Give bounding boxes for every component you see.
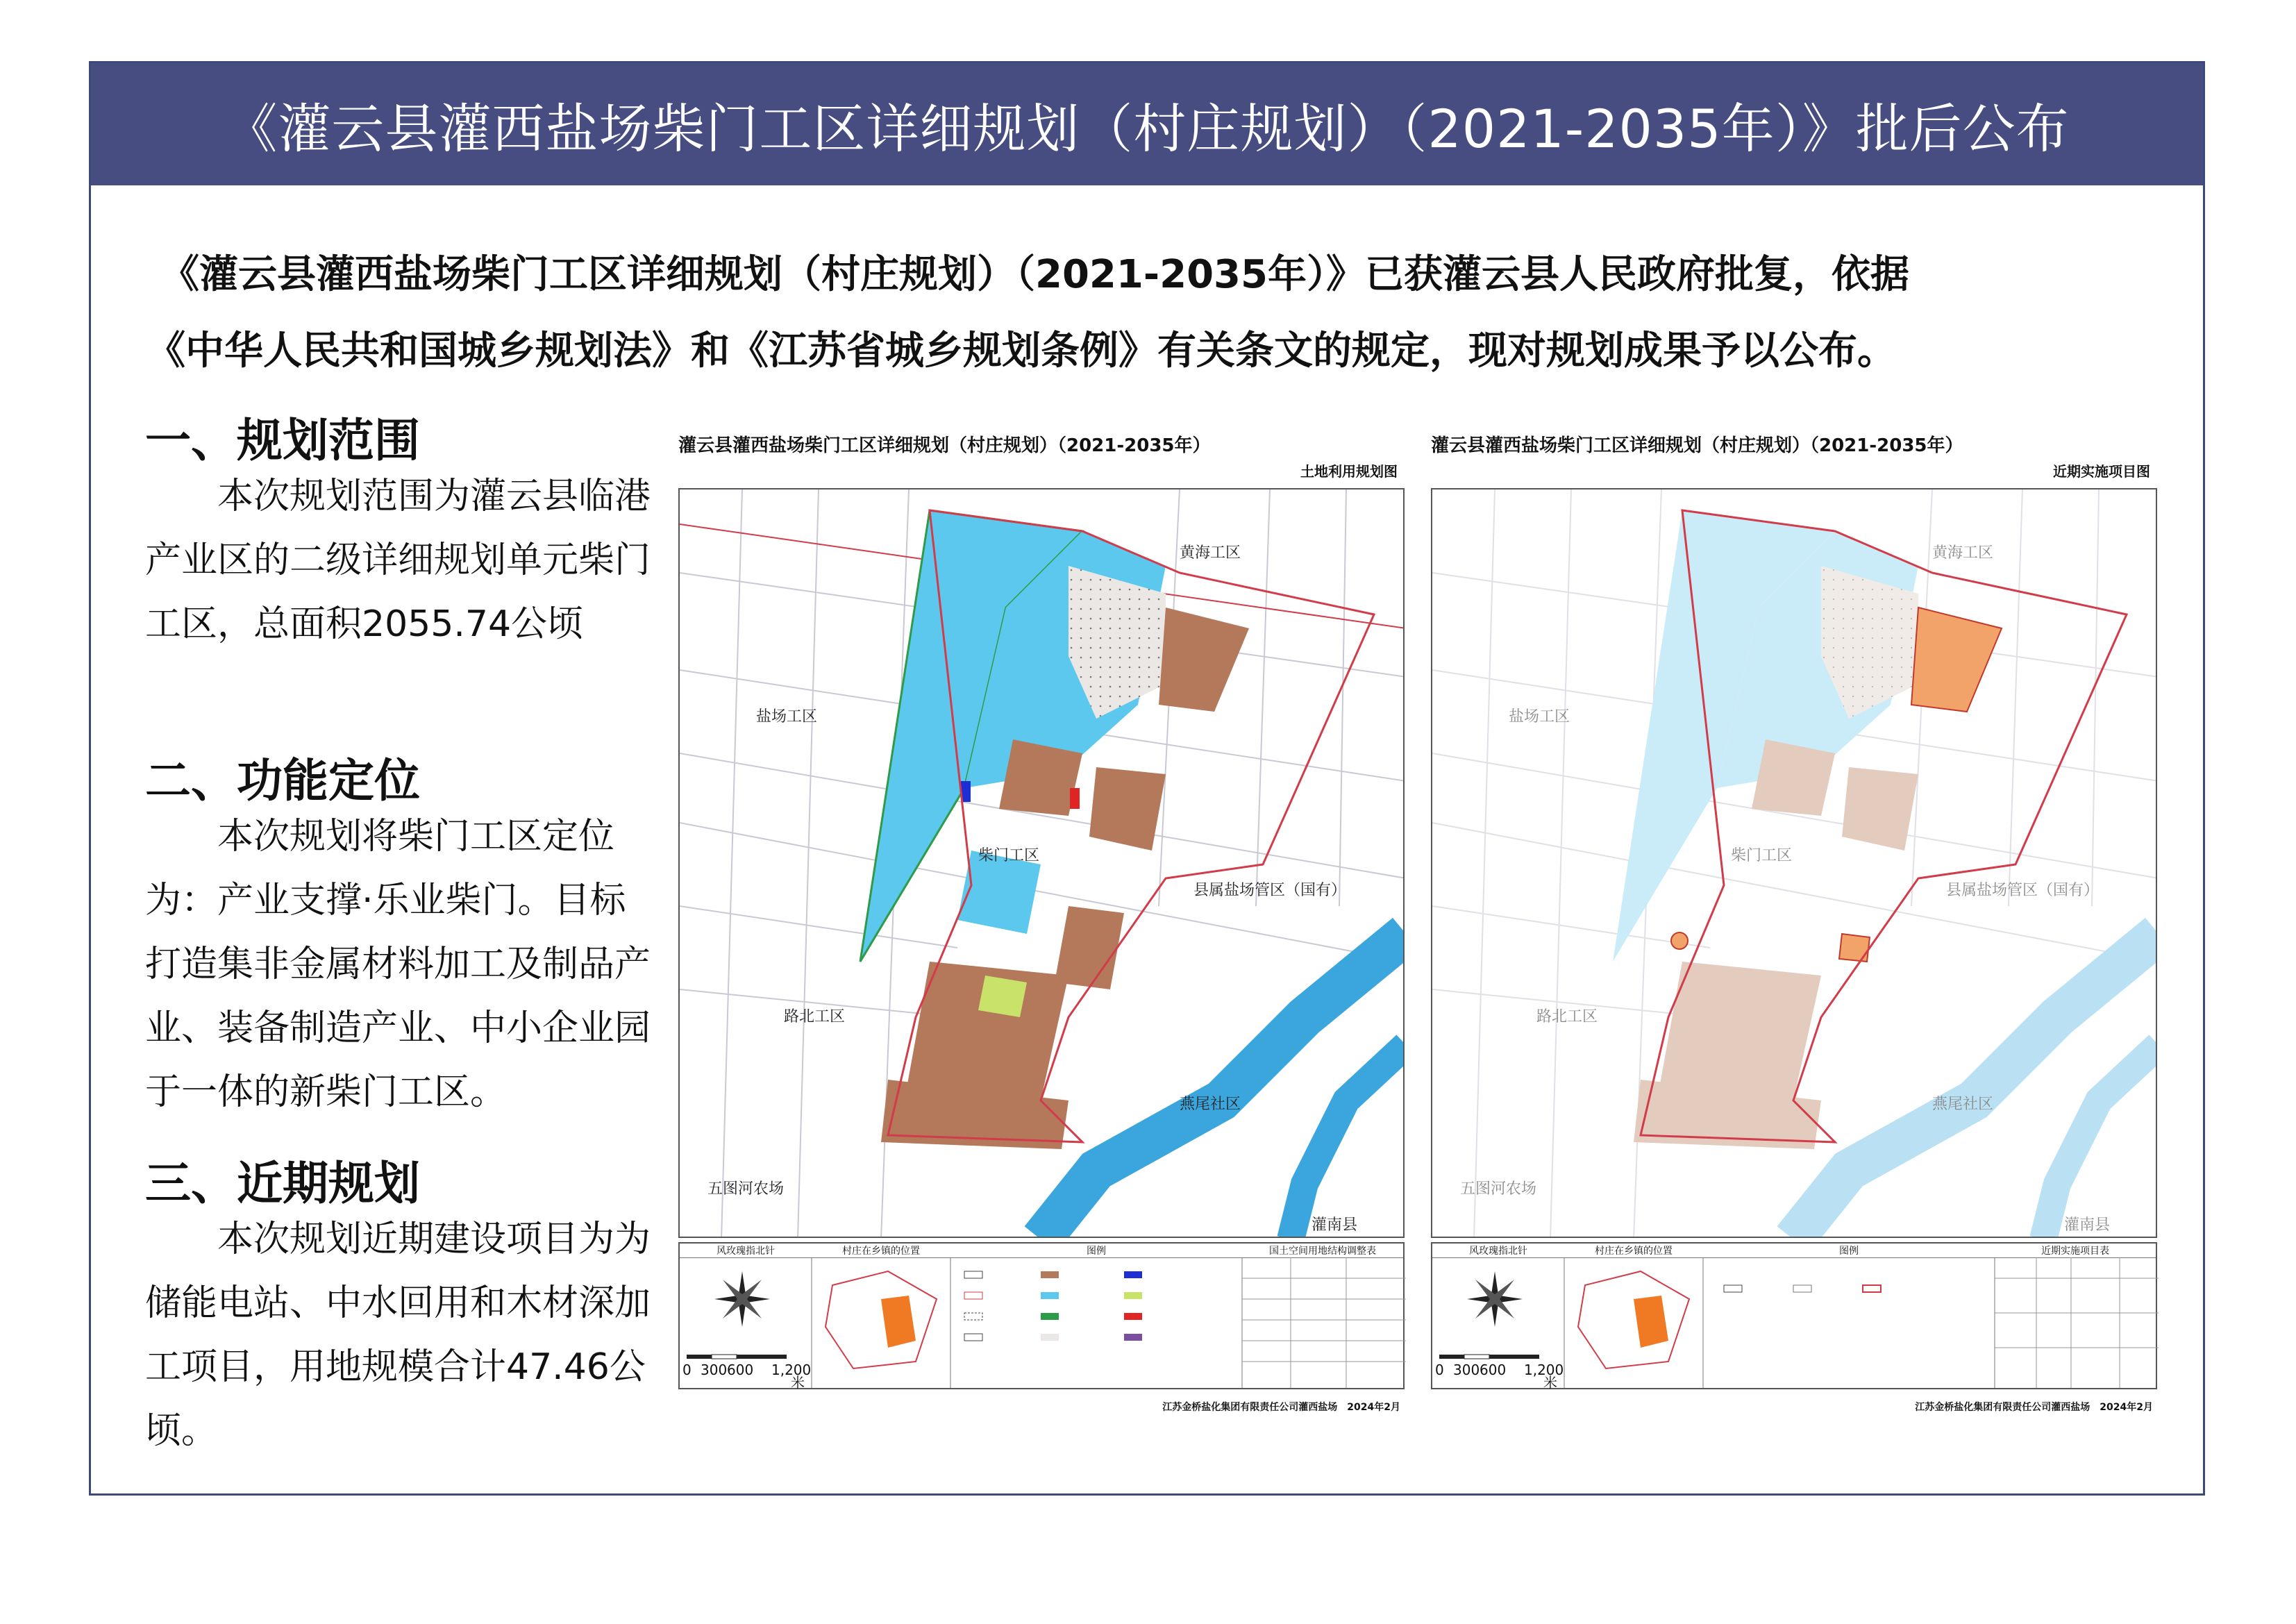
legend-header-table: 国土空间用地结构调整表 — [1242, 1244, 1403, 1258]
facility-parcel — [1070, 788, 1080, 809]
scale-tick: 300 — [701, 1362, 728, 1378]
scale-unit: 米 — [791, 1374, 805, 1391]
map-legend-strip — [678, 1242, 1405, 1389]
map-title: 灌云县灌西盐场柴门工区详细规划（村庄规划）（2021-2035年） — [1431, 435, 1963, 456]
land-use-map-panel — [678, 431, 1407, 1507]
scale-tick: 600 — [1480, 1362, 1507, 1378]
zone-label: 灌南县 — [1312, 1216, 1358, 1234]
project-table — [1995, 1257, 2159, 1388]
scale-tick: 300 — [1453, 1362, 1480, 1378]
map-title: 灌云县灌西盐场柴门工区详细规划（村庄规划）（2021-2035年） — [678, 435, 1211, 456]
legend-header-legend: 图例 — [1703, 1244, 1995, 1258]
scale-tick: 0 — [1435, 1362, 1444, 1378]
land-use-map — [678, 488, 1405, 1238]
near-term-map — [1431, 488, 2157, 1238]
location-highlight — [881, 1296, 916, 1348]
zone-label: 燕尾社区 — [1932, 1096, 1994, 1113]
section-body-scope: 本次规划范围为灌云县临港产业区的二级详细规划单元柴门工区，总面积2055.74公顷 — [145, 476, 651, 645]
industrial-block — [1752, 739, 1835, 816]
title-banner — [91, 63, 2203, 185]
map-subtitle: 土地利用规划图 — [1300, 463, 1398, 480]
map-subtitle: 近期实施项目图 — [2053, 463, 2150, 480]
section-body-positioning: 本次规划将柴门工区定位为：产业支撑·乐业柴门。目标打造集非金属材料加工及制品产业、装备制造产业、中小企业园于一体的新柴门工区。 — [145, 816, 651, 1113]
zone-label: 黄海工区 — [1180, 544, 1241, 562]
near-term-map-panel — [1431, 431, 2160, 1507]
zone-label: 柴门工区 — [978, 847, 1040, 864]
compass-icon — [714, 1271, 770, 1327]
intro-line-2: 《中华人民共和国城乡规划法》和《江苏省城乡规划条例》有关条文的规定，现对规划成果予以公布。 — [146, 328, 1896, 374]
location-highlight — [1634, 1296, 1668, 1348]
zone-label: 县属盐场管区（国有） — [1193, 882, 1347, 899]
near-term-map-drawing — [1432, 489, 2157, 1238]
map-legend-strip — [1431, 1242, 2157, 1389]
zone-label: 柴门工区 — [1731, 847, 1793, 864]
near-term-project — [1839, 934, 1870, 962]
scale-tick: 600 — [727, 1362, 754, 1378]
scale-bar — [1439, 1355, 1539, 1359]
near-term-project — [1671, 932, 1688, 949]
green-space — [978, 976, 1027, 1017]
page-title: 《灌云县灌西盐场柴门工区详细规划（村庄规划）（2021-2035年）》批后公布 — [224, 97, 2070, 160]
legend-header-compass: 风玫瑰指北针 — [1432, 1244, 1564, 1258]
scale-bar — [687, 1355, 787, 1359]
section-heading-positioning: 二、功能定位 — [145, 754, 420, 807]
notice-board — [89, 61, 2205, 1496]
zone-label: 黄海工区 — [1932, 544, 1994, 562]
zone-label: 灌南县 — [2064, 1216, 2111, 1234]
intro-paragraph — [146, 237, 2160, 390]
scale-tick: 1,200 — [1524, 1362, 1564, 1378]
zone-label: 盐场工区 — [1509, 708, 1570, 726]
structure-table — [1242, 1257, 1406, 1388]
zone-label: 五图河农场 — [707, 1180, 785, 1198]
zone-label: 盐场工区 — [756, 708, 818, 726]
legend-header-location: 村庄在乡镇的位置 — [1564, 1244, 1703, 1258]
zone-label: 路北工区 — [1536, 1008, 1598, 1026]
location-outline — [1578, 1271, 1689, 1368]
zone-label: 路北工区 — [784, 1008, 846, 1026]
legend-header-compass: 风玫瑰指北针 — [680, 1244, 812, 1258]
legend-header-legend: 图例 — [950, 1244, 1242, 1258]
legend-header-location: 村庄在乡镇的位置 — [812, 1244, 950, 1258]
intro-line-1: 《灌云县灌西盐场柴门工区详细规划（村庄规划）（2021-2035年）》已获灌云县人民政府批复，依据 — [160, 252, 1909, 297]
scale-tick: 0 — [682, 1362, 692, 1378]
legend-header-table: 近期实施项目表 — [1995, 1244, 2156, 1258]
zone-label: 县属盐场管区（国有） — [1946, 882, 2100, 899]
compass-icon — [1467, 1271, 1523, 1327]
zone-label: 五图河农场 — [1460, 1180, 1537, 1198]
scale-unit: 米 — [1543, 1374, 1557, 1391]
zone-label: 燕尾社区 — [1180, 1096, 1241, 1113]
legend-swatches — [1724, 1285, 1881, 1292]
map-footer: 江苏金桥盐化集团有限责任公司灌西盐场 2024年2月 — [1162, 1402, 1400, 1413]
section-heading-near-term: 三、近期规划 — [145, 1157, 420, 1210]
section-body-near-term: 本次规划近期建设项目为为储能电站、中水回用和木材深加工项目，用地规模合计47.46公顷。 — [145, 1219, 651, 1452]
map-footer: 江苏金桥盐化集团有限责任公司灌西盐场 2024年2月 — [1915, 1402, 2153, 1413]
section-heading-scope: 一、规划范围 — [145, 414, 420, 467]
land-use-map-drawing — [680, 489, 1405, 1238]
legend-swatches — [964, 1271, 1142, 1341]
scale-tick: 1,200 — [771, 1362, 812, 1378]
location-outline — [826, 1271, 937, 1368]
